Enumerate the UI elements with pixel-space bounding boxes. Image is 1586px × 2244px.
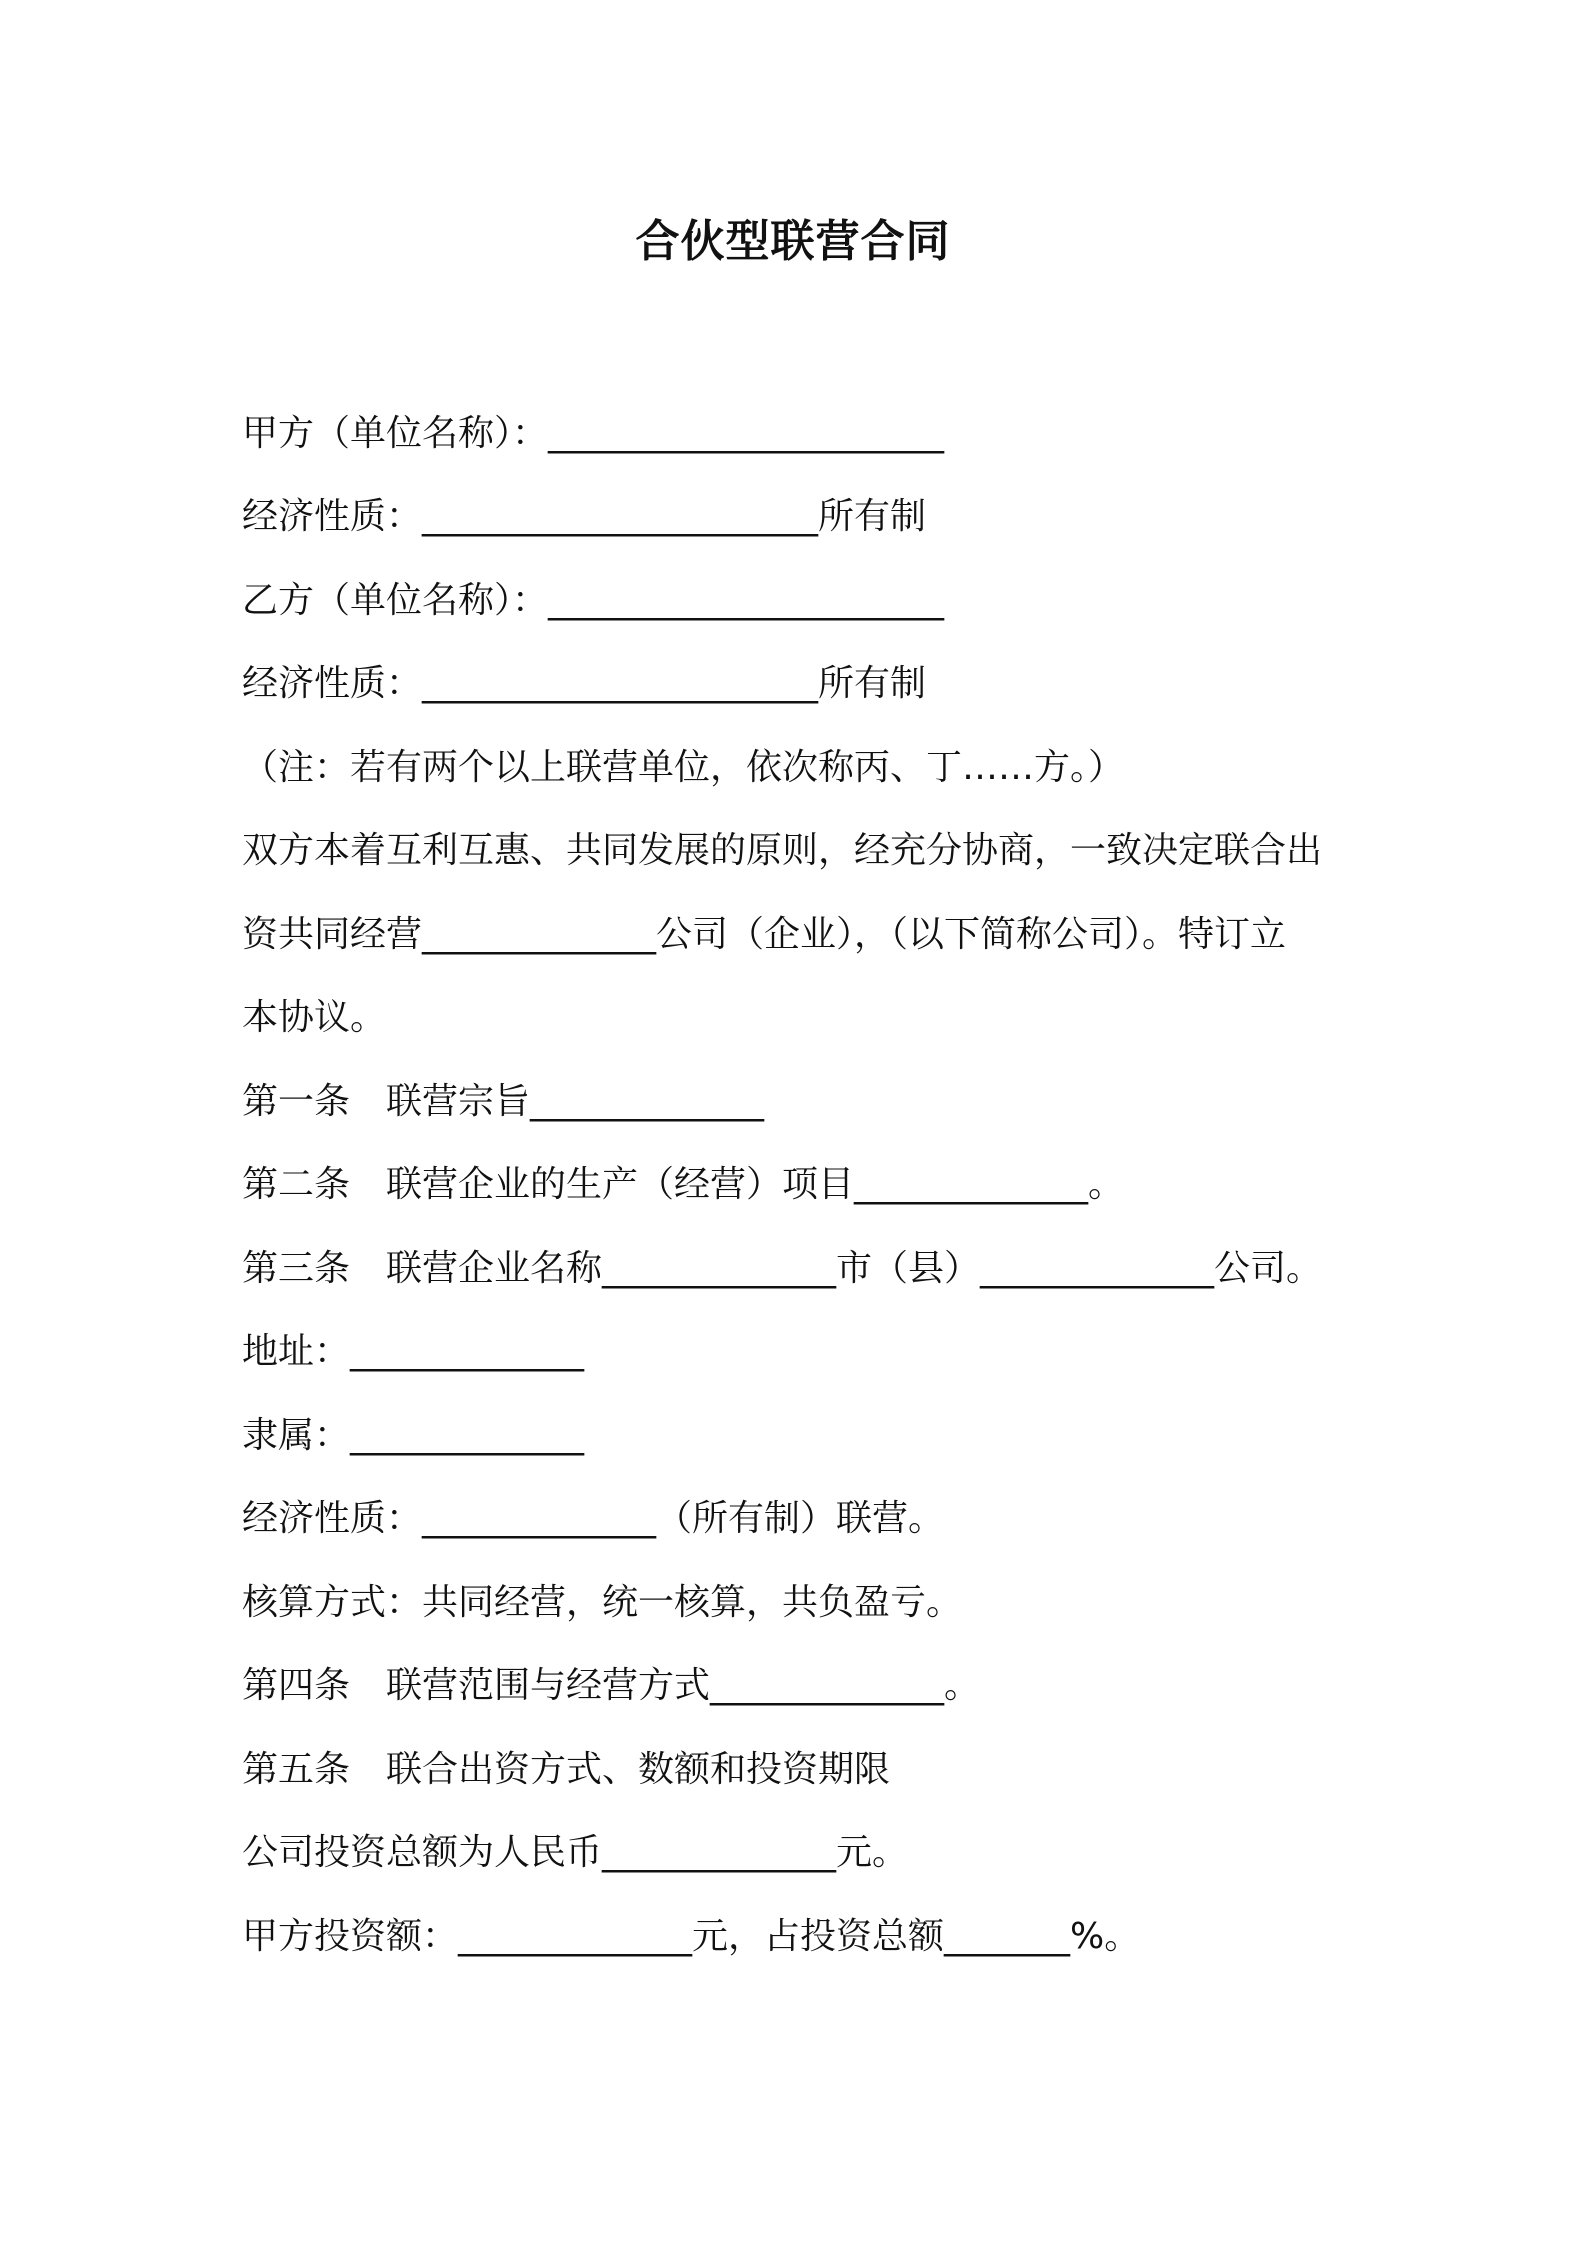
accounting-method-line: 核算方式：共同经营，统一核算，共负盈亏。: [242, 1582, 963, 1623]
article-5-line: 第五条 联合出资方式、数额和投资期限: [242, 1749, 891, 1790]
party-a-economic-nature-line: 经济性质：______________________所有制: [242, 496, 927, 537]
article-3-line: 第三条 联营企业名称_____________市（县）_____________公司。: [242, 1248, 1323, 1289]
party-b-economic-nature-line: 经济性质：______________________所有制: [242, 663, 927, 704]
preamble-line-1: 双方本着互利互惠、共同发展的原则，经充分协商，一致决定联合出: [242, 830, 1323, 871]
affiliation-line: 隶属：_____________: [242, 1415, 585, 1456]
document-title: 合伙型联营合同: [635, 216, 951, 267]
article-2-line: 第二条 联营企业的生产（经营）项目_____________。: [242, 1164, 1125, 1205]
address-line: 地址：_____________: [242, 1331, 585, 1372]
party-b-name-line: 乙方（单位名称）：______________________: [242, 580, 945, 621]
party-a-investment-line: 甲方投资额：_____________元，占投资总额_______%。: [242, 1916, 1141, 1957]
article-4-line: 第四条 联营范围与经营方式_____________。: [242, 1665, 981, 1706]
joint-economic-nature-line: 经济性质：_____________（所有制）联营。: [242, 1498, 945, 1539]
preamble-line-3: 本协议。: [242, 997, 387, 1038]
note-line: （注：若有两个以上联营单位，依次称丙、丁……方。）: [242, 747, 1125, 788]
total-investment-line: 公司投资总额为人民币_____________元。: [242, 1832, 909, 1873]
preamble-line-2: 资共同经营_____________公司（企业），（以下简称公司）。特订立: [242, 914, 1287, 955]
party-a-name-line: 甲方（单位名称）：______________________: [242, 413, 945, 454]
article-1-line: 第一条 联营宗旨_____________: [242, 1081, 765, 1122]
